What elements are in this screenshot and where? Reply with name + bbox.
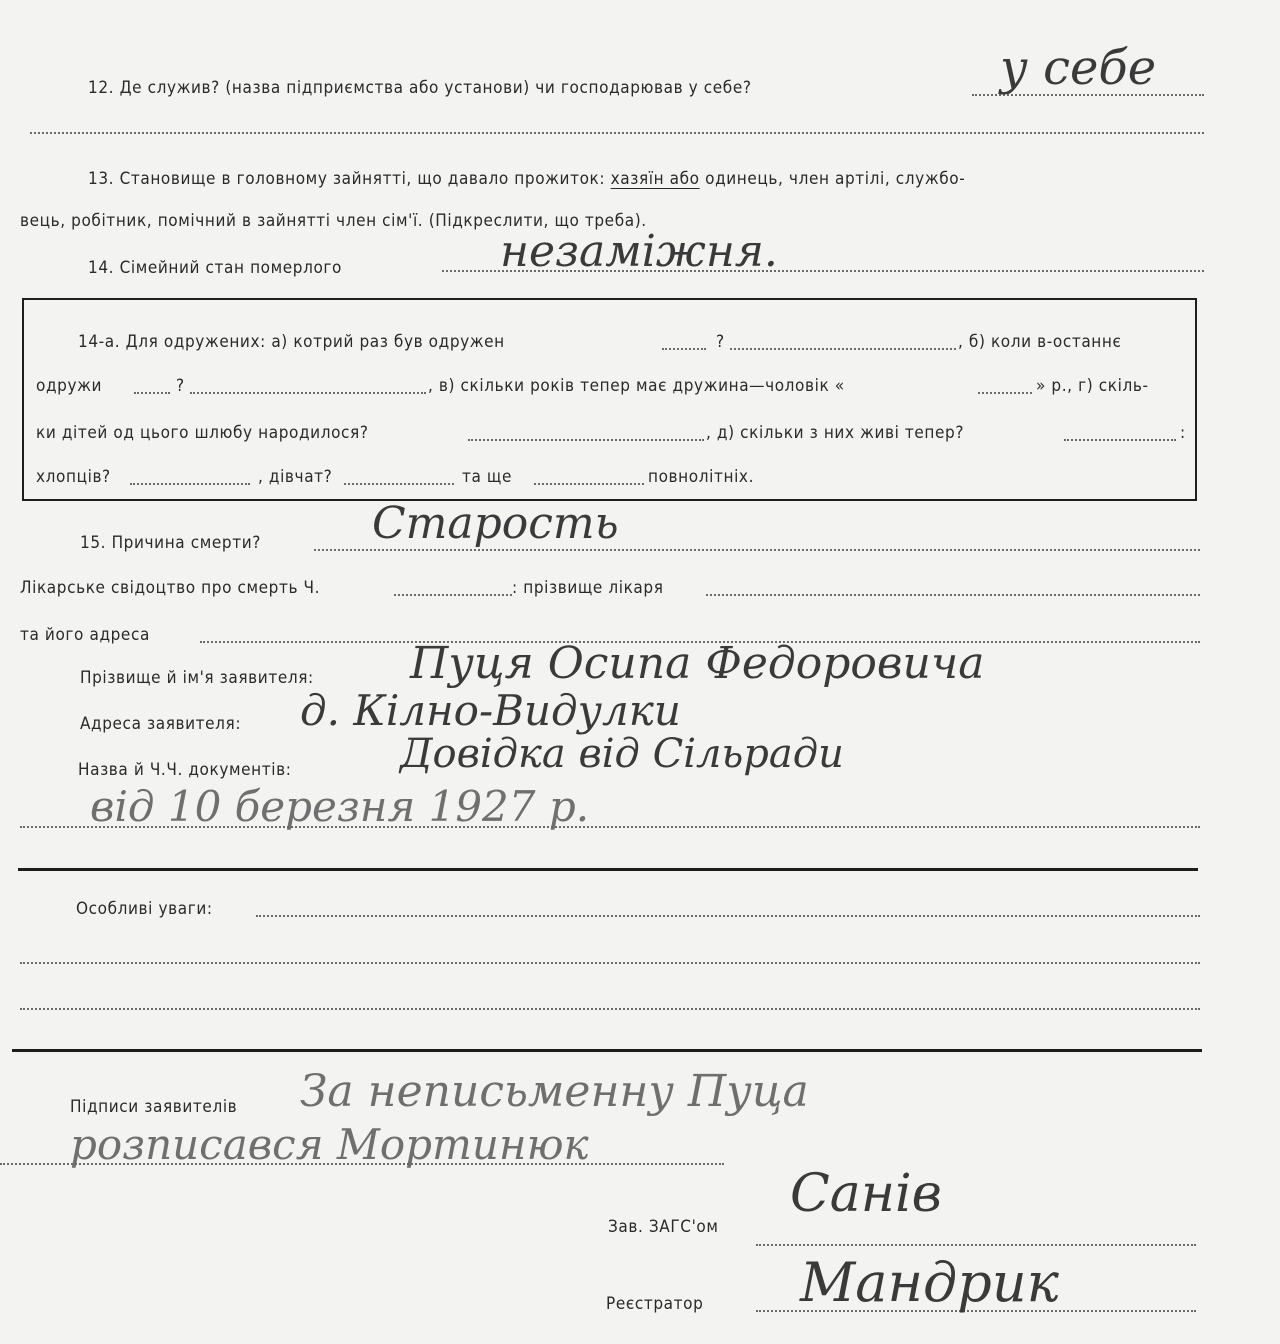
certificate-label: Лікарське свідоцтво про смерть Ч. (20, 578, 321, 598)
applicant-address-value: д. Кілно-Видулки (300, 686, 681, 735)
documents-label: Назва й Ч.Ч. документів: (78, 760, 292, 780)
applicant-signature-line1: За неписьменну Пуца (300, 1066, 809, 1117)
doctor-name-label: : прізвище лікаря (512, 578, 664, 598)
q14a-row2-q: ? (176, 376, 185, 396)
q14a-row3-text: ки дітей од цього шлюбу народилося? (36, 423, 369, 443)
notes-line-1[interactable] (256, 915, 1200, 917)
registrar-label: Реєстратор (606, 1294, 704, 1314)
documents-value-line2: від 10 березня 1927 р. (90, 782, 590, 831)
applicant-signature-line[interactable] (0, 1163, 724, 1165)
doctor-name-field[interactable] (706, 594, 1200, 596)
q14a-adults-field[interactable] (534, 483, 644, 485)
q14a-row4-b: , дівчат? (258, 467, 333, 487)
applicant-signatures-label: Підписи заявителів (70, 1097, 238, 1117)
q14a-row4-c: та ще (462, 467, 512, 487)
q14a-row1-b: , б) коли в-останнє (958, 332, 1122, 352)
q14a-married-when-field-2[interactable] (190, 392, 426, 394)
q14-answer: незаміжня. (500, 226, 778, 277)
q14a-spouse-age-field[interactable] (978, 392, 1032, 394)
married-section-box (22, 298, 1197, 501)
q14a-girls-field[interactable] (344, 483, 454, 485)
q13-underlined-option: хазяїн або (610, 169, 700, 189)
q14a-row4-text: хлопців? (36, 467, 111, 487)
q13-suffix: одинець, член артілі, службо- (705, 169, 966, 189)
q13-line1 (88, 171, 965, 188)
section-divider-2 (12, 1049, 1202, 1052)
documents-line-2[interactable] (20, 826, 1200, 828)
q15-line[interactable] (314, 549, 1200, 551)
q14a-married-when-field[interactable] (134, 392, 170, 394)
doctor-address-label: та його адреса (20, 625, 150, 645)
notes-label: Особливі уваги: (76, 899, 213, 919)
q12-line-2[interactable] (30, 132, 1204, 134)
q14a-row2-c: » р., г) скіль- (1036, 376, 1149, 396)
applicant-name-label: Прізвище й ім'я заявителя: (80, 668, 314, 688)
registry-head-label: Зав. ЗАГС'ом (608, 1217, 719, 1237)
registry-head-signature: Санів (790, 1164, 942, 1224)
q14a-times-married-field[interactable] (662, 348, 706, 350)
documents-value: Довідка від Сільради (400, 731, 844, 777)
applicant-name-value: Пуця Осипа Федоровича (410, 638, 985, 689)
registry-head-line[interactable] (756, 1244, 1196, 1246)
q14-label: 14. Сімейний стан померлого (88, 258, 343, 278)
q14a-row3-c: : (1180, 423, 1186, 443)
q14a-row2-text: одружи (36, 376, 103, 396)
q14a-children-alive-field[interactable] (1064, 439, 1176, 441)
q12-label: 12. Де служив? (назва підприємства або установи) чи господарював у себе? (88, 78, 752, 98)
q14a-children-born-field[interactable] (468, 439, 704, 441)
notes-line-3[interactable] (20, 1008, 1200, 1010)
q14a-row1-q: ? (716, 332, 725, 352)
q14a-times-married-field-2[interactable] (730, 348, 956, 350)
q15-answer: Старость (372, 498, 619, 549)
q14a-row4-d: повнолітніх. (648, 467, 755, 487)
notes-line-2[interactable] (20, 962, 1200, 964)
q14a-row2-b: , в) скільки років тепер має дружина—чоловік « (428, 376, 845, 396)
section-divider (18, 868, 1198, 871)
q13-line2: вець, робітник, помічний в зайнятті член сім'ї. (Підкреслити, що треба). (20, 211, 647, 231)
q14a-boys-field[interactable] (130, 483, 250, 485)
q15-label: 15. Причина смерти? (80, 533, 261, 553)
applicant-address-label: Адреса заявителя: (80, 714, 242, 734)
certificate-number-field[interactable] (394, 594, 512, 596)
q13-prefix: 13. Становище в головному зайнятті, що давало прожиток: (88, 169, 606, 189)
applicant-signature-line2: розписався Мортинюк (70, 1120, 589, 1169)
registrar-signature: Мандрик (800, 1251, 1059, 1314)
q14a-row3-b: , д) скільки з них живі тепер? (706, 423, 965, 443)
q12-answer: у себе (1000, 40, 1157, 96)
q14a-row1-text: 14-а. Для одружених: а) котрий раз був одружен (78, 332, 505, 352)
